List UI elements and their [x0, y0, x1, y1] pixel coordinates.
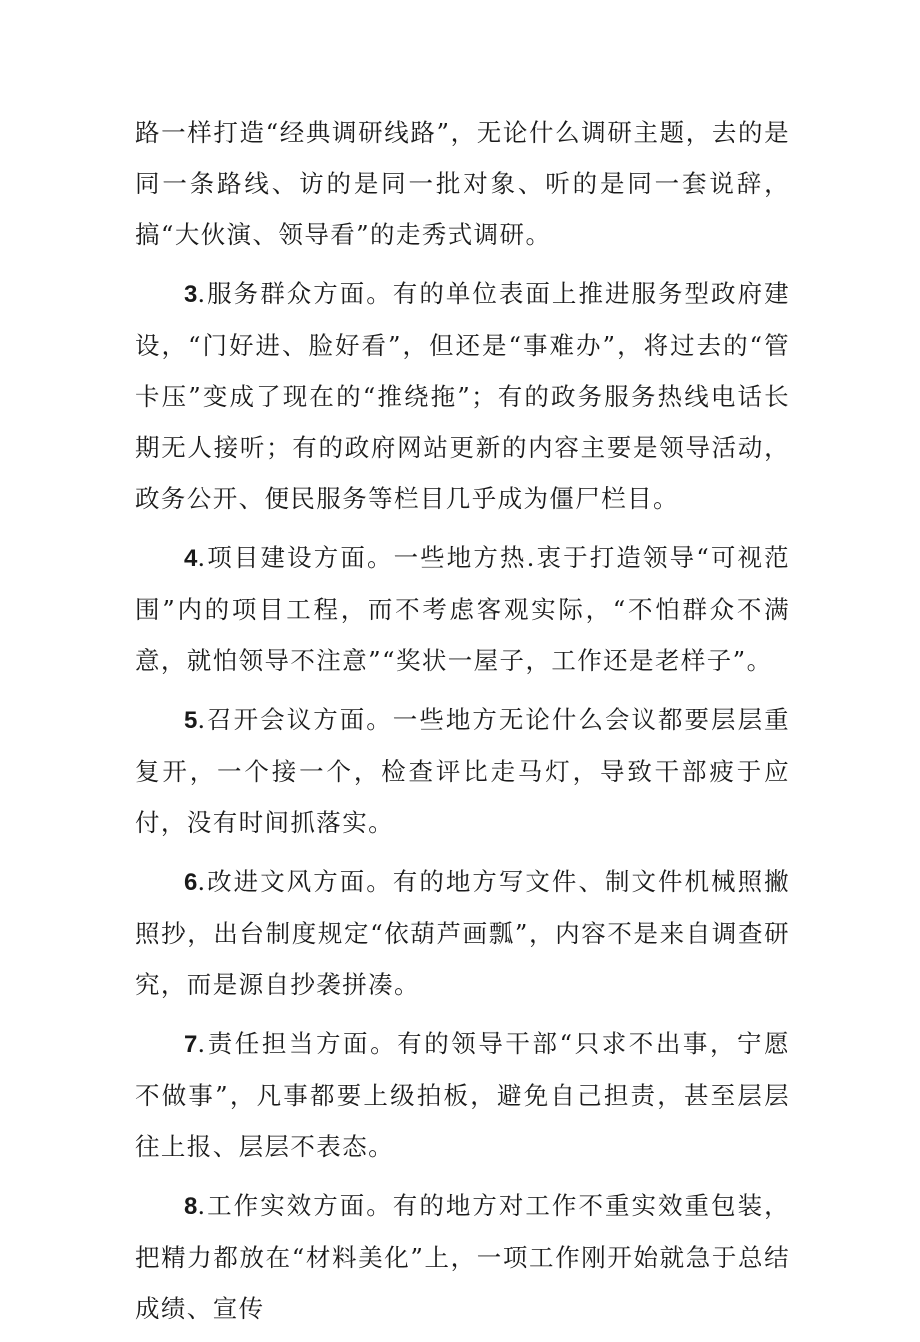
item-number: 3	[184, 281, 198, 308]
item-number: 6	[184, 869, 198, 896]
item-number: 5	[184, 707, 198, 734]
paragraph-text: .工作实效方面。有的地方对工作不重实效重包装，把精力都放在“材料美化”上，一项工作刚开始就急于总结成绩、宣传	[135, 1191, 790, 1323]
item-number: 7	[184, 1031, 198, 1058]
paragraph-item-5	[135, 694, 790, 848]
item-number: 8	[184, 1193, 198, 1220]
paragraph-text: .改进文风方面。有的地方写文件、制文件机械照撇照抄，出台制度规定“依葫芦画瓢”，内容不是来自调查研究，而是源自抄袭拼凑。	[135, 867, 790, 999]
item-number: 4	[184, 545, 198, 572]
paragraph-text: .责任担当方面。有的领导干部“只求不出事，宁愿不做事”，凡事都要上级拍板，避免自己担责，甚至层层往上报、层层不表态。	[135, 1029, 790, 1161]
paragraph-text: .服务群众方面。有的单位表面上推进服务型政府建设，“门好进、脸好看”，但还是“事难办”，将过去的“管卡压”变成了现在的“推绕拖”；有的政务服务热线电话长期无人接听；有的政府网站更新的内容主要是领导活动，政务公开、便民服务等栏目几乎成为僵尸栏目。	[135, 279, 790, 513]
paragraph-text: .项目建设方面。一些地方热.衷于打造领导“可视范围”内的项目工程，而不考虑客观实际，“不怕群众不满意，就怕领导不注意”“奖状一屋子，工作还是老样子”。	[135, 543, 790, 675]
paragraph-item-6	[135, 856, 790, 1010]
paragraph-continuation	[135, 107, 790, 260]
paragraph-item-8	[135, 1180, 790, 1334]
paragraph-text: 路一样打造“经典调研线路”，无论什么调研主题，去的是同一条路线、访的是同一批对象、听的是同一套说辞，搞“大伙演、领导看”的走秀式调研。	[135, 118, 790, 249]
paragraph-item-7	[135, 1018, 790, 1172]
paragraph-text: .召开会议方面。一些地方无论什么会议都要层层重复开，一个接一个，检查评比走马灯，导致干部疲于应付，没有时间抓落实。	[135, 705, 790, 837]
paragraph-item-4	[135, 532, 790, 686]
document-body	[135, 107, 790, 1342]
paragraph-item-3	[135, 268, 790, 524]
